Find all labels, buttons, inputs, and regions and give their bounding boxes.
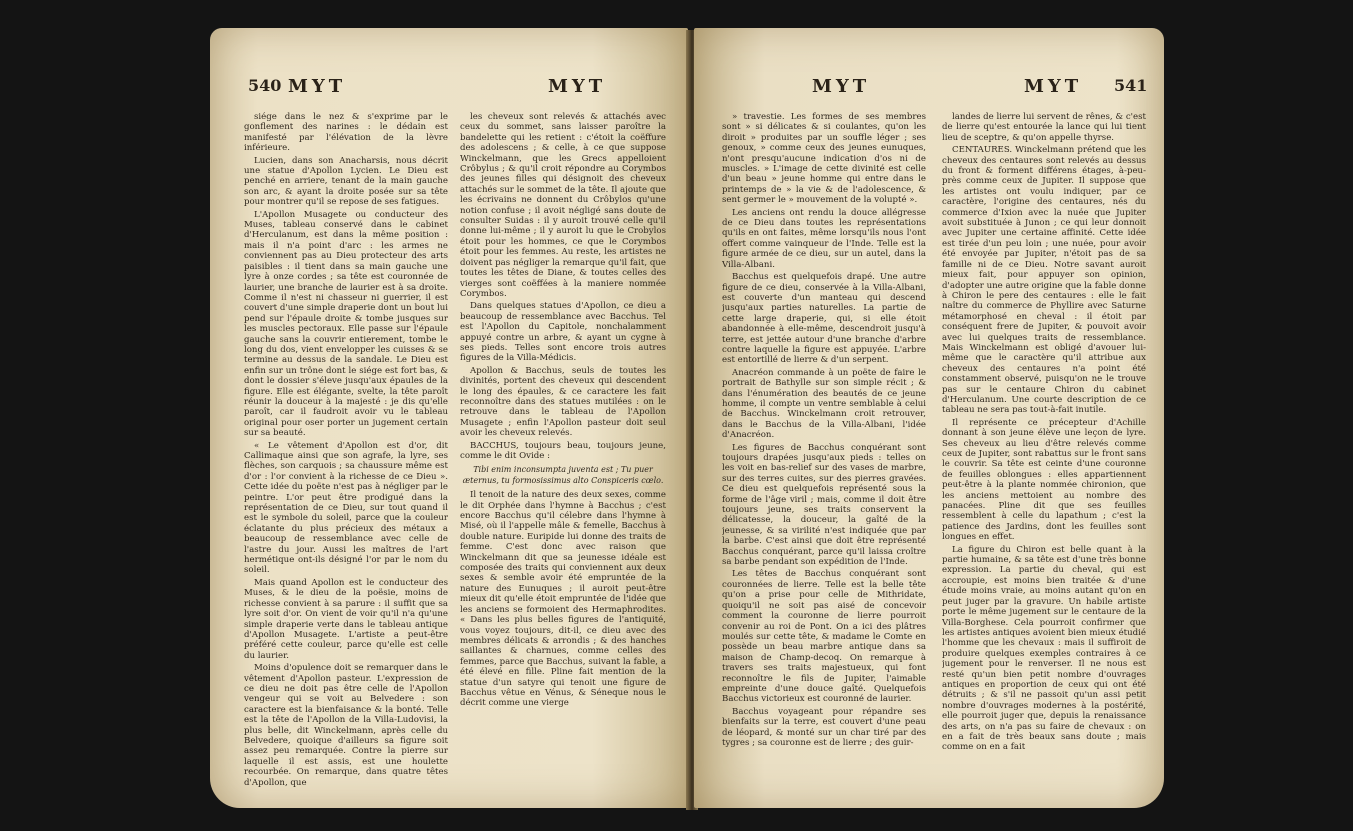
paragraph: Moins d'opulence doit se remarquer dans le vêtement d'Apollon pasteur. L'expression de ce dieu ne doit pas être celle de l'Apollon vengeur qui se voit au Belvedere : son caractere est la bienfaisance & la bonté. Telle est la tête de l'Apollon de la Villa-Ludovisi, la plus belle, dit Winckelmann, après celle du Belvedere, quoique d'ailleurs sa figure soit assez peu remarquée. Contre la pierre sur laquelle il est assis, est une houlette recourbée. On remarque, dans quatre têtes d'Apollon, que <box>244 663 448 788</box>
left-header-word-1: MYT <box>288 76 347 97</box>
paragraph: CENTAURES. Winckelmann prétend que les cheveux des centaures sont relevés au dessus du front & forment différens étages, à-peu-près comme ceux de Jupiter. Il suppose que les artistes ont voulu indiquer, par ce caractère, l'origine des centaures, nés du commerce d'Ixion avec la nuée que Jupiter avoit substituée à Junon ; ce qui leur donnoit avec Jupiter une certaine affinité. Cette idée est tirée d'un peu loin ; une nuée, pour avoir été envoyée par Jupiter, n'étoit pas de sa famille ni de ce Dieu. Notre savant auroit mieux fait, pour appuyer son opinion, d'adopter une autre origine que la fable donne à Chiron le pere des centaures : elle le fait naître du commerce de Phyllire avec Saturne métamorphosé en cheval : il étoit par conséquent frere de Jupiter, & pouvoit avoir avec lui quelques traits de ressemblance. Mais Winckelmann est obligé d'avouer lui-même que le caractère qu'il attribue aux cheveux des centaures n'a point été constamment observé, puisqu'on ne le trouve pas sur le centaure Chiron du cabinet d'Herculanum. Une courte description de ce tableau ne sera pas tout-à-fait inutile. <box>942 145 1146 416</box>
left-column-2 <box>460 112 666 808</box>
paragraph: Les têtes de Bacchus conquérant sont couronnées de lierre. Telle est la belle tête qu'on a prise pour celle de Mithridate, quoiqu'il ne soit pas aisé de concevoir comment la couronne de lierre pourroit convenir au roi de Pont. On a ici des plâtres moulés sur cette tête, & madame le Comte en possède un beau marbre antique dans sa maison de Champ-decoq. On remarque à travers ses traits majestueux, qui font reconnoître le fils de Jupiter, l'aimable empreinte d'une douce gaîté. Quelquefois Bacchus victorieux est couronné de laurier. <box>722 569 926 705</box>
paragraph: La figure du Chiron est belle quant à la partie humaine, & sa tête est d'une très bonne expression. La partie du cheval, qui est accroupie, est moins bien traitée & d'une étude moins vraie, au moins autant qu'on en peut juger par la gravure. Un habile artiste porte le même jugement sur le centaure de la Villa-Borghese. Cela pourroit confirmer que les artistes antiques avoient bien mieux étudié l'homme que les chevaux : mais il suffiroit de produire quelques exemples contraires à ce jugement pour le renverser. Il ne nous est resté qu'un bien petit nombre d'ouvrages antiques en proportion de ceux qui ont été détruits ; & s'il ne passoit qu'un assi petit nombre d'ouvrages modernes à la postérité, elle pourroit juger que, depuis la renaissance des arts, on n'a pas su faire de chevaux : on en a fait de très beaux sans doute ; mais comme on en a fait <box>942 544 1146 753</box>
right-column-1 <box>722 112 926 808</box>
paragraph: Anacréon commande à un poëte de faire le portrait de Bathylle sur son simple récit ; & dans l'énumération des beautés de ce jeune homme, il compte un ventre semblable à celui de Bacchus. Winckelmann croit retrouver, dans le Bacchus de la Villa-Albani, l'idée d'Anacréon. <box>722 367 926 441</box>
right-page-number: 541 <box>1114 76 1148 95</box>
paragraph: Bacchus est quelquefois drapé. Une autre figure de ce dieu, conservée à la Villa-Albani, est couverte d'un manteau qui descend jusqu'aux parties naturelles. La partie de cette large draperie, qui, si elle étoit abandonnée à elle-même, descendroit jusqu'à terre, est jettée autour d'une branche d'arbre contre laquelle la figure est appuyée. L'arbre est entortillé de lierre & d'un serpent. <box>722 272 926 366</box>
paragraph: Bacchus voyageant pour répandre ses bienfaits sur la terre, est couvert d'une peau de léopard, & monté sur un char tiré par des tygres ; sa couronne est de lierre ; des guir- <box>722 706 926 748</box>
paragraph: « Le vêtement d'Apollon est d'or, dit Callimaque ainsi que son agrafe, la lyre, ses flèches, son carquois ; sa chaussure même est d'or : l'or convient à la richesse de ce Dieu ». Cette idée du poëte n'est pas à négliger par le peintre. L'or peut être prodigué dans la représentation de ce Dieu, sur tout quand il est le symbole du soleil, parce que la couleur éclatante du plus précieux des métaux a beaucoup de ressemblance avec celle de l'astre du jour. Aussi les maîtres de l'art hermétique ont-ils désigné l'or par le nom du soleil. <box>244 440 448 576</box>
left-page <box>210 28 688 808</box>
left-header-word-2: MYT <box>548 76 607 97</box>
left-page-number: 540 <box>248 76 282 95</box>
paragraph: Dans quelques statues d'Apollon, ce dieu a beaucoup de ressemblance avec Bacchus. Tel est l'Apollon du Capitole, nonchalamment appuyé contre un arbre, & ayant un cygne à ses pieds. Telles sont encore trois autres figures de la Villa-Médicis. <box>460 301 666 364</box>
paragraph: Apollon & Bacchus, seuls de toutes les divinités, portent des cheveux qui descendent le long des épaules, & ce caractere les fait reconnoître dans des statues mutilées : on le retrouve dans le tableau de l'Apollon Musagete ; enfin l'Apollon pasteur doit seul avoir les cheveux relevés. <box>460 365 666 439</box>
paragraph: Tibi enim inconsumpta juventa est ; Tu puer æternus, tu formosissimus alto Conspiceris cœlo. <box>462 465 664 485</box>
paragraph: landes de lierre lui servent de rênes, & c'est de lierre qu'est entourée la lance qui lui tient lieu de sceptre, & qu'on appelle thyrse. <box>942 112 1146 143</box>
left-column-1 <box>244 112 448 808</box>
paragraph: Les anciens ont rendu la douce allégresse de ce Dieu dans toutes les représentations qu'ils en ont faites, même lorsqu'ils nous l'ont offert comme vainqueur de l'Inde. Telle est la figure armée de ce dieu, sur un autel, dans la Villa-Albani. <box>722 207 926 270</box>
right-column-2 <box>942 112 1146 808</box>
paragraph: Il représente ce précepteur d'Achille donnant à son jeune élève une leçon de lyre. Ses cheveux au lieu d'être relevés comme ceux de Jupiter, sont rabattus sur le front sans le couvrir. Sa tête est ceinte d'une couronne de feuilles oblongues : elles appartiennent peut-être à la plante nommée chironion, que les anciens mettoient au nombre des panacées. Pline dit que ses feuilles ressemblent à celle du lapathum ; c'est la patience des Jardins, dont les feuilles sont longues en effet. <box>942 417 1146 543</box>
paragraph: Il tenoit de la nature des deux sexes, comme le dit Orphée dans l'hymne à Bacchus ; c'est encore Bacchus qu'il célebre dans l'hymne à Misé, où il l'appelle mâle & femelle, Bacchus à double nature. Euripide lui donne des traits de femme. C'est donc avec raison que Winckelmann dit que sa jeunesse idéale est composée des traits qui conviennent aux deux sexes & semble avoir été empruntée de la nature des Eunuques ; il auroit peut-être mieux dit qu'elle étoit empruntée de l'idée que les anciens se formoient des Hermaphrodites. « Dans les plus belles figures de l'antiquité, vous voyez toujours, dit-il, ce dieu avec des membres délicats & arrondis ; & des hanches saillantes & charnues, comme celles des femmes, parce que Bacchus, suivant la fable, a été élevé en fille. Pline fait mention de la statue d'un satyre qui tenoit une figure de Bacchus vêtue en Vénus, & Séneque nous le décrit comme une vierge <box>460 490 666 709</box>
paragraph: » travestie. Les formes de ses membres sont » si délicates & si coulantes, qu'on les diroit » produites par un souffle léger ; ses genoux, » comme ceux des jeunes eunuques, n'ont presqu'aucune indication d'os ni de muscles. » L'image de cette divinité est celle d'un beau » jeune homme qui entre dans le printemps de » la vie & de l'adolescence, & sent germer le » mouvement de la volupté ». <box>722 112 926 206</box>
paragraph: Mais quand Apollon est le conducteur des Muses, & le dieu de la poësie, moins de richesse convient à sa parure : il suffit que sa lyre soit d'or. On vient de voir qu'il n'a qu'une simple draperie verte dans le tableau antique d'Apollon Musagete. L'artiste a peut-être préféré cette couleur, parce qu'elle est celle du laurier. <box>244 577 448 661</box>
paragraph: L'Apollon Musagete ou conducteur des Muses, tableau conservé dans le cabinet d'Herculanum, est dans la même position : mais il n'a point d'arc : les armes ne conviennent pas au Dieu protecteur des arts paisibles : il tient dans sa main gauche une lyre à onze cordes ; sa tête est couronnée de laurier, une branche de laurier est à sa droite. Comme il n'est ni chasseur ni guerrier, il est couvert d'une simple draperie dont un bout lui pend sur l'épaule droite & tombe jusques sur les muscles pectoraux. Elle passe sur l'épaule gauche sans la couvrir entierement, tombe le long du dos, vient envelopper les cuisses & se termine au dessus de la sandale. Le Dieu est enfin sur un trône dont le siége est fort bas, & dont le dossier s'éleve jusqu'aux épaules de la figure. Elle est élégante, svelte, la tête paroît réunir la douceur à la majesté : je dis qu'elle paroît, car il faudroit avoir vu le tableau original pour oser porter un jugement certain sur sa beauté. <box>244 209 448 439</box>
paragraph: BACCHUS, toujours beau, toujours jeune, comme le dit Ovide : <box>460 440 666 461</box>
right-header-word-2: MYT <box>1024 76 1083 97</box>
paragraph: les cheveux sont relevés & attachés avec ceux du sommet, sans laisser paroître la bandelette qui les retient : c'étoit la coëffure des adolescens ; & celle, à ce que suppose Winckelmann, que les Grecs appelloient Crôbylus ; & qu'il croit répondre au Corymbos des jeunes filles qui désignoit des cheveux attachés sur le sommet de la tête. Il ajoute que les écrivains ne donnent du Crôbylos qu'une notion confuse ; il avoit négligé sans doute de consulter Suidas : il y auroit trouvé celle qu'il donne lui-même ; il y auroit lu que le Crobylos étoit pour les hommes, ce que le Corymbos étoit pour les femmes. Au reste, les artistes ne doivent pas négliger la remarque qu'il fait, que toutes les têtes de Diane, & toutes celles des vierges sont coëffées à la maniere nommée Corymbos. <box>460 112 666 299</box>
right-page <box>694 28 1164 808</box>
paragraph: Lucien, dans son Anacharsis, nous décrit une statue d'Apollon Lycien. Le Dieu est penché en arriere, tenant de la main gauche son arc, & ayant la droite posée sur sa tête pour montrer qu'il se repose de ses fatigues. <box>244 155 448 208</box>
paragraph: siége dans le nez & s'exprime par le gonflement des narines : le dédain est manifesté par l'élévation de la lèvre inférieure. <box>244 112 448 154</box>
right-header-word-1: MYT <box>812 76 871 97</box>
paragraph: Les figures de Bacchus conquérant sont toujours drapées jusqu'aux pieds : telles on les voit en bas-relief sur des vases de marbre, sur des terres cuites, sur des pierres gravées. Ce dieu est quelquefois représenté sous la forme de l'âge viril ; mais, comme il doit être toujours jeune, ses traits conservent la délicatesse, la douceur, la gaîté de la jeunesse, & sa virilité n'est indiquée que par la barbe. C'est ainsi que doit être représenté Bacchus conquérant, parce qu'il laissa croître sa barbe pendant son expédition de l'Inde. <box>722 442 926 568</box>
